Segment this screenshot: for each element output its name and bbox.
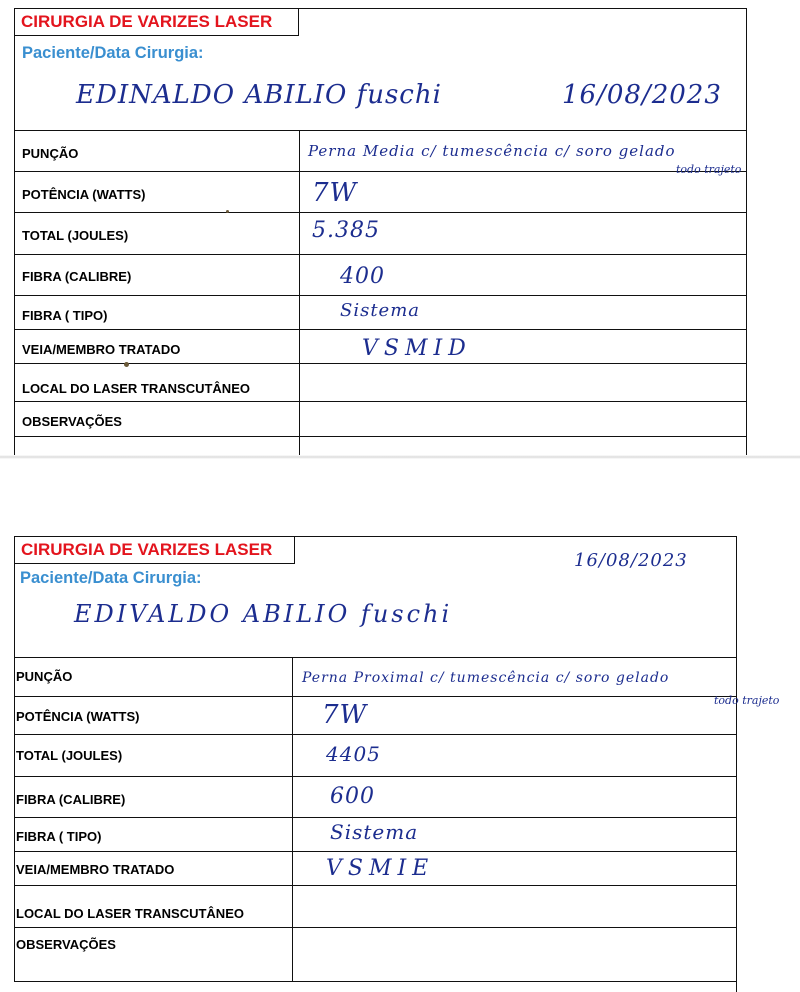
form-top-border [298,8,746,9]
row-divider [14,776,736,777]
value-puncao: Perna Proximal c/ tumescência c/ soro gelado [302,670,670,686]
surgery-date: 16/08/2023 [574,550,688,571]
label-fibra-tipo: FIBRA ( TIPO) [16,829,102,844]
form-title: CIRURGIA DE VARIZES LASER [14,536,295,564]
row-divider [14,171,746,172]
label-total: TOTAL (JOULES) [16,748,123,763]
value-potencia: 7W [312,178,358,208]
value-puncao-note: todo trajeto [676,163,742,176]
value-puncao: Perna Media c/ tumescência c/ soro gelado [308,142,676,160]
row-divider [14,734,736,735]
label-puncao: PUNÇÃO [22,146,79,161]
surgery-form-2 [0,520,800,992]
value-veia-membro: VSMIE [326,856,435,881]
column-divider [299,130,300,456]
value-puncao-note: todo trajeto [714,694,780,707]
row-divider [14,696,736,697]
label-veia-membro: VEIA/MEMBRO TRATADO [16,862,175,877]
row-divider [14,212,746,213]
surgery-date: 16/08/2023 [562,80,722,110]
paper-edge-divider [0,455,800,459]
form-left-border [14,36,15,456]
form-top-border [294,536,736,537]
label-observacoes: OBSERVAÇÕES [16,937,116,952]
surgery-form-1 [0,0,800,460]
label-local-laser: LOCAL DO LASER TRANSCUTÂNEO [22,381,250,396]
column-divider [292,657,293,981]
value-fibra-tipo: Sistema [330,820,419,844]
row-divider [14,295,746,296]
form-left-border [14,536,15,982]
label-puncao: PUNÇÃO [16,669,73,684]
label-fibra-tipo: FIBRA ( TIPO) [22,308,108,323]
value-fibra-calibre: 400 [340,264,385,289]
value-fibra-tipo: Sistema [340,300,421,321]
value-total: 5.385 [312,218,380,243]
label-fibra-calibre: FIBRA (CALIBRE) [16,792,126,807]
row-divider [14,329,746,330]
value-fibra-calibre: 600 [330,784,375,809]
form-right-border [736,536,737,992]
row-divider [14,851,736,852]
value-veia-membro: VSMID [362,336,472,361]
form-bottom-border [14,981,736,982]
row-divider [14,927,736,928]
label-veia-membro: VEIA/MEMBRO TRATADO [22,342,181,357]
row-divider [14,436,746,437]
patient-name: EDINALDO ABILIO fuschi [76,80,442,110]
label-local-laser: LOCAL DO LASER TRANSCUTÂNEO [16,906,244,921]
patient-name: EDIVALDO ABILIO fuschi [74,600,453,628]
patient-date-label: Paciente/Data Cirurgia: [20,569,202,587]
row-divider [14,657,736,658]
value-total: 4405 [326,742,381,766]
label-potencia: POTÊNCIA (WATTS) [16,709,140,724]
value-potencia: 7W [322,700,368,730]
label-potencia: POTÊNCIA (WATTS) [22,187,146,202]
paper-speck [124,362,129,367]
label-total: TOTAL (JOULES) [22,228,129,243]
row-divider [14,254,746,255]
row-divider [14,885,736,886]
paper-speck [226,210,229,213]
label-fibra-calibre: FIBRA (CALIBRE) [22,269,132,284]
row-divider [14,130,746,131]
label-observacoes: OBSERVAÇÕES [22,414,122,429]
form-title: CIRURGIA DE VARIZES LASER [14,8,299,36]
row-divider [14,817,736,818]
patient-date-label: Paciente/Data Cirurgia: [22,44,204,62]
row-divider [14,401,746,402]
